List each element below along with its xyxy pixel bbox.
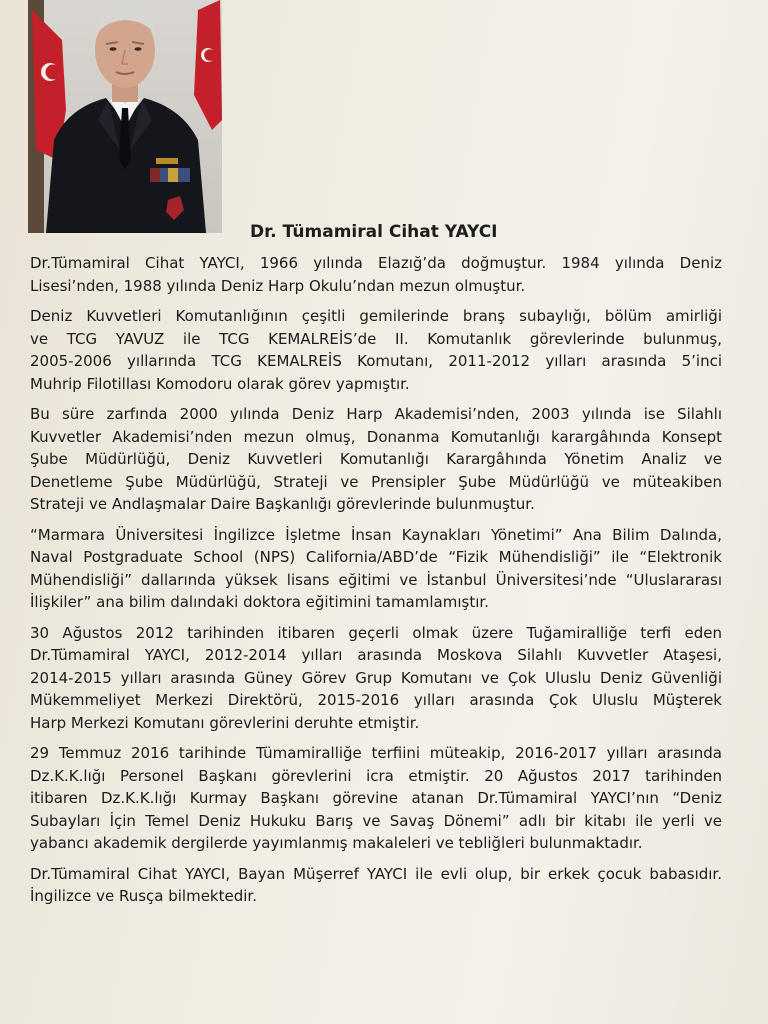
text-line: Kuvvetler Akademisi’nden mezun olmuş, Donanma Komutanlığı karargâhında Konsept bbox=[30, 427, 722, 446]
text-line: Strateji ve Andlaşmalar Daire Başkanlığı görevlerinde bulunmuştur. bbox=[30, 495, 535, 513]
biography-paragraph bbox=[30, 403, 722, 516]
text-line: yabancı akademik dergilerde yayımlanmış makaleleri ve tebliğleri bulunmaktadır. bbox=[30, 834, 643, 852]
text-line: Naval Postgraduate School (NPS) California/ABD’de “Fizik Mühendisliği” ile “Elektronik bbox=[30, 548, 722, 566]
text-line: İngilizce ve Rusça bilmektedir. bbox=[30, 887, 257, 905]
text-line: 29 Temmuz 2016 tarihinde Tümamiralliğe terfiini müteakip, 2016-2017 yılları arasında bbox=[30, 744, 722, 762]
biography-text bbox=[30, 252, 722, 916]
document-title: Dr. Tümamiral Cihat YAYCI bbox=[250, 222, 498, 242]
text-line: Dr.Tümamiral YAYCI, 2012-2014 yılları arasında Moskova Silahlı Kuvvetler Ataşesi, bbox=[30, 646, 722, 664]
text-line: Harp Merkezi Komutanı görevlerini deruhte etmiştir. bbox=[30, 713, 420, 732]
biography-paragraph bbox=[30, 622, 722, 735]
biography-paragraph bbox=[30, 252, 722, 297]
text-line: Mühendisliği” dallarında yüksek lisans eğitimi ve İstanbul Üniversitesi’nde “Uluslararası bbox=[30, 570, 722, 589]
biography-paragraph bbox=[30, 305, 722, 395]
text-line: Dr.Tümamiral Cihat YAYCI, Bayan Müşerref YAYCI ile evli olup, bir erkek çocuk babasıdır. bbox=[30, 864, 722, 883]
text-line: Lisesi’nden, 1988 yılında Deniz Harp Okulu’ndan mezun olmuştur. bbox=[30, 276, 526, 295]
text-line: Deniz Kuvvetleri Komutanlığının çeşitli gemilerinde branş subaylığı, bölüm amirliği bbox=[30, 307, 722, 325]
biography-paragraph bbox=[30, 863, 722, 908]
text-line: Dz.K.K.lığı Personel Başkanı görevlerini icra etmiştir. 20 Ağustos 2017 tarihinden bbox=[30, 766, 722, 785]
text-line: itibaren Dz.K.K.lığı Kurmay Başkanı görevine atanan Dr.Tümamiral YAYCI’nın “Deniz bbox=[30, 789, 722, 807]
text-line: Mükemmeliyet Merkezi Direktörü, 2015-2016 yılları arasında Çok Uluslu Müşterek bbox=[30, 691, 722, 709]
text-line: “Marmara Üniversitesi İngilizce İşletme İnsan Kaynakları Yönetimi” Ana Bilim Dalında, bbox=[30, 525, 722, 544]
text-line: Şube Müdürlüğü, Deniz Kuvvetleri Komutanlığı Karargâhında Yönetim Analiz ve bbox=[30, 450, 722, 468]
text-line: 2005-2006 yıllarında TCG KEMALREİS Komutanı, 2011-2012 yılları arasında 5’inci bbox=[30, 352, 722, 370]
text-line: Bu süre zarfında 2000 yılında Deniz Harp Akademisi’nden, 2003 yılında ise Silahlı bbox=[30, 405, 722, 423]
biography-paragraph bbox=[30, 742, 722, 855]
text-line: İlişkiler” ana bilim dalındaki doktora eğitimini tamamlamıştır. bbox=[30, 593, 489, 611]
text-line: Denetleme Şube Müdürlüğü, Strateji ve Prensipler Şube Müdürlüğü ve müteakiben bbox=[30, 472, 722, 491]
biography-paragraph bbox=[30, 524, 722, 614]
text-line: Muhrip Filotillası Komodoru olarak görev yapmıştır. bbox=[30, 374, 410, 393]
text-line: ve TCG YAVUZ ile TCG KEMALREİS’de II. Komutanlık görevlerinde bulunmuş, bbox=[30, 329, 722, 348]
text-line: Dr.Tümamiral Cihat YAYCI, 1966 yılında Elazığ’da doğmuştur. 1984 yılında Deniz bbox=[30, 254, 722, 272]
portrait-illustration bbox=[28, 0, 222, 233]
text-line: Subayları İçin Temel Deniz Hukuku Barış ve Savaş Dönemi” adlı bir kitabı ile yerli ve bbox=[30, 811, 722, 830]
flag-right bbox=[194, 0, 222, 130]
text-line: 2014-2015 yılları arasında Güney Görev Grup Komutanı ve Çok Uluslu Deniz Güvenliği bbox=[30, 668, 722, 687]
text-line: 30 Ağustos 2012 tarihinden itibaren geçerli olmak üzere Tuğamiralliğe terfi eden bbox=[30, 623, 722, 642]
portrait-photo bbox=[28, 0, 222, 233]
